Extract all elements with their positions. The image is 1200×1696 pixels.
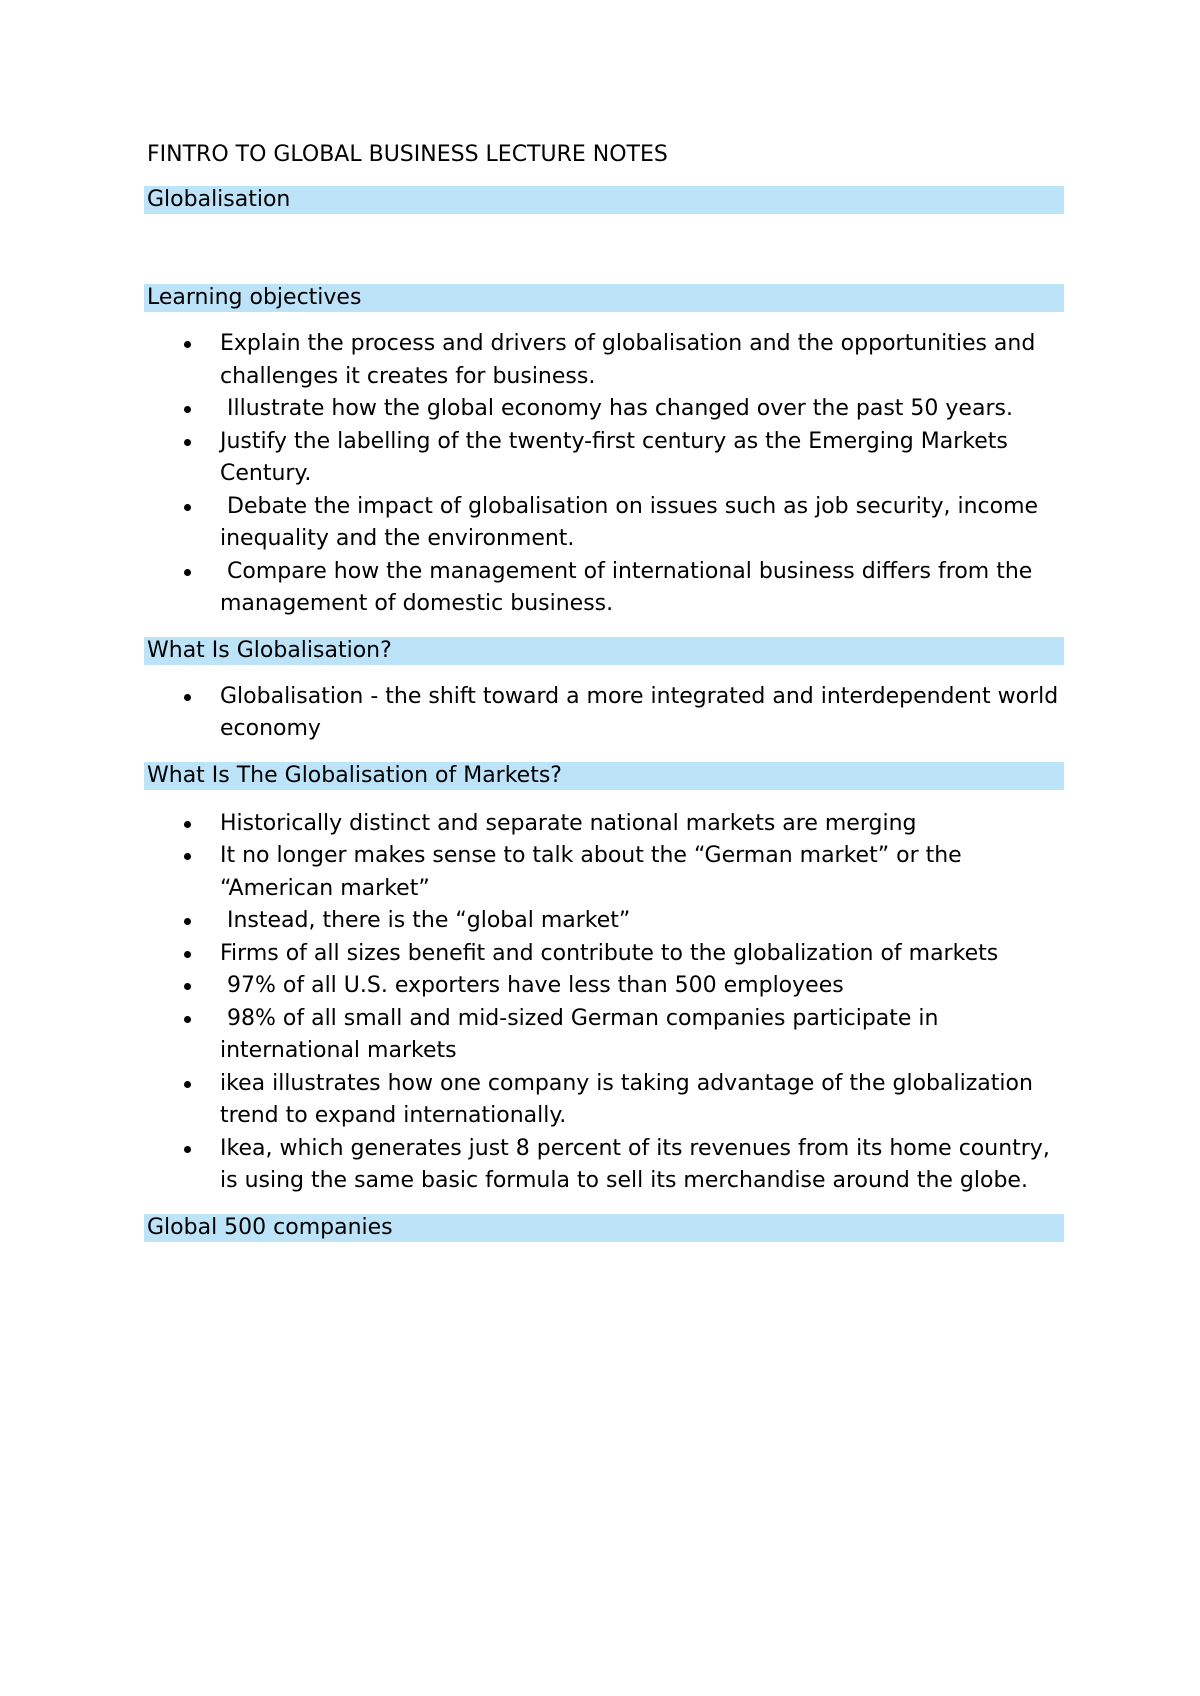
list-item-text: Firms of all sizes benefit and contribute to the globalization of markets [220,940,999,966]
list-item-text: Ikea, which generates just 8 percent of its revenues from its home country, is using the same basic formula to sell its merchandise around the globe. [220,1135,1050,1193]
list-item-text: Compare how the management of international business differs from the management of domestic business. [220,558,1040,616]
list-item-text: Instead, there is the “global market” [220,908,631,933]
list-item-text: Explain the process and drivers of globalisation and the opportunities and challenges it creates for business. [220,331,1036,389]
section-heading-what-is-globalisation: What Is Globalisation? [144,637,1064,665]
section-heading-globalisation-of-markets: What Is The Globalisation of Markets? [144,762,1064,790]
bullet-icon [184,1081,191,1088]
list-item-text: 98% of all small and mid-sized German companies participate in international markets [220,1005,946,1063]
bullet-icon [184,821,191,828]
section-heading-global-500-companies: Global 500 companies [144,1214,1064,1242]
bullet-icon [184,439,191,446]
bullet-icon [184,1146,191,1153]
list-item [144,905,1064,938]
bullet-icon [184,951,191,958]
list-item [144,1133,1064,1198]
list-item-text: ikea illustrates how one company is taking advantage of the globalization trend to expand internationally. [220,1070,1033,1128]
bullet-icon [184,1016,191,1023]
list-item-text: Illustrate how the global economy has changed over the past 50 years. [220,396,1013,421]
what-is-globalisation-list [144,681,1064,746]
bullet-icon [184,341,191,348]
list-item [144,1003,1064,1068]
document-page [144,140,1064,1242]
bullet-icon [184,504,191,511]
list-item-text: Justify the labelling of the twenty-first century as the Emerging Markets Century. [220,428,1008,486]
list-item [144,970,1064,1003]
bullet-icon [184,983,191,990]
list-item [144,491,1064,556]
list-item [144,393,1064,426]
learning-objectives-list [144,328,1064,621]
bullet-icon [184,569,191,576]
list-item-text: Globalisation - the shift toward a more integrated and interdependent world economy [220,683,1059,741]
list-item [144,556,1064,621]
list-item [144,681,1064,746]
list-item [144,426,1064,491]
list-item [144,1068,1064,1133]
list-item [144,328,1064,393]
list-item [144,808,1064,841]
blank-space [144,214,1064,284]
bullet-icon [184,694,191,701]
document-title: FINTRO TO GLOBAL BUSINESS LECTURE NOTES [147,142,668,167]
list-item-text: It no longer makes sense to talk about the “German market” or the “American market” [220,843,962,901]
list-item-text: Historically distinct and separate national markets are merging [220,810,917,836]
section-heading-globalisation: Globalisation [144,186,1064,214]
list-item [144,840,1064,905]
bullet-icon [184,918,191,925]
globalisation-of-markets-list [144,808,1064,1198]
bullet-icon [184,406,191,413]
list-item [144,938,1064,971]
list-item-text: 97% of all U.S. exporters have less than 500 employees [220,973,844,998]
list-item-text: Debate the impact of globalisation on issues such as job security, income inequality and the environment. [220,493,1046,551]
section-heading-learning-objectives: Learning objectives [144,284,1064,312]
bullet-icon [184,853,191,860]
